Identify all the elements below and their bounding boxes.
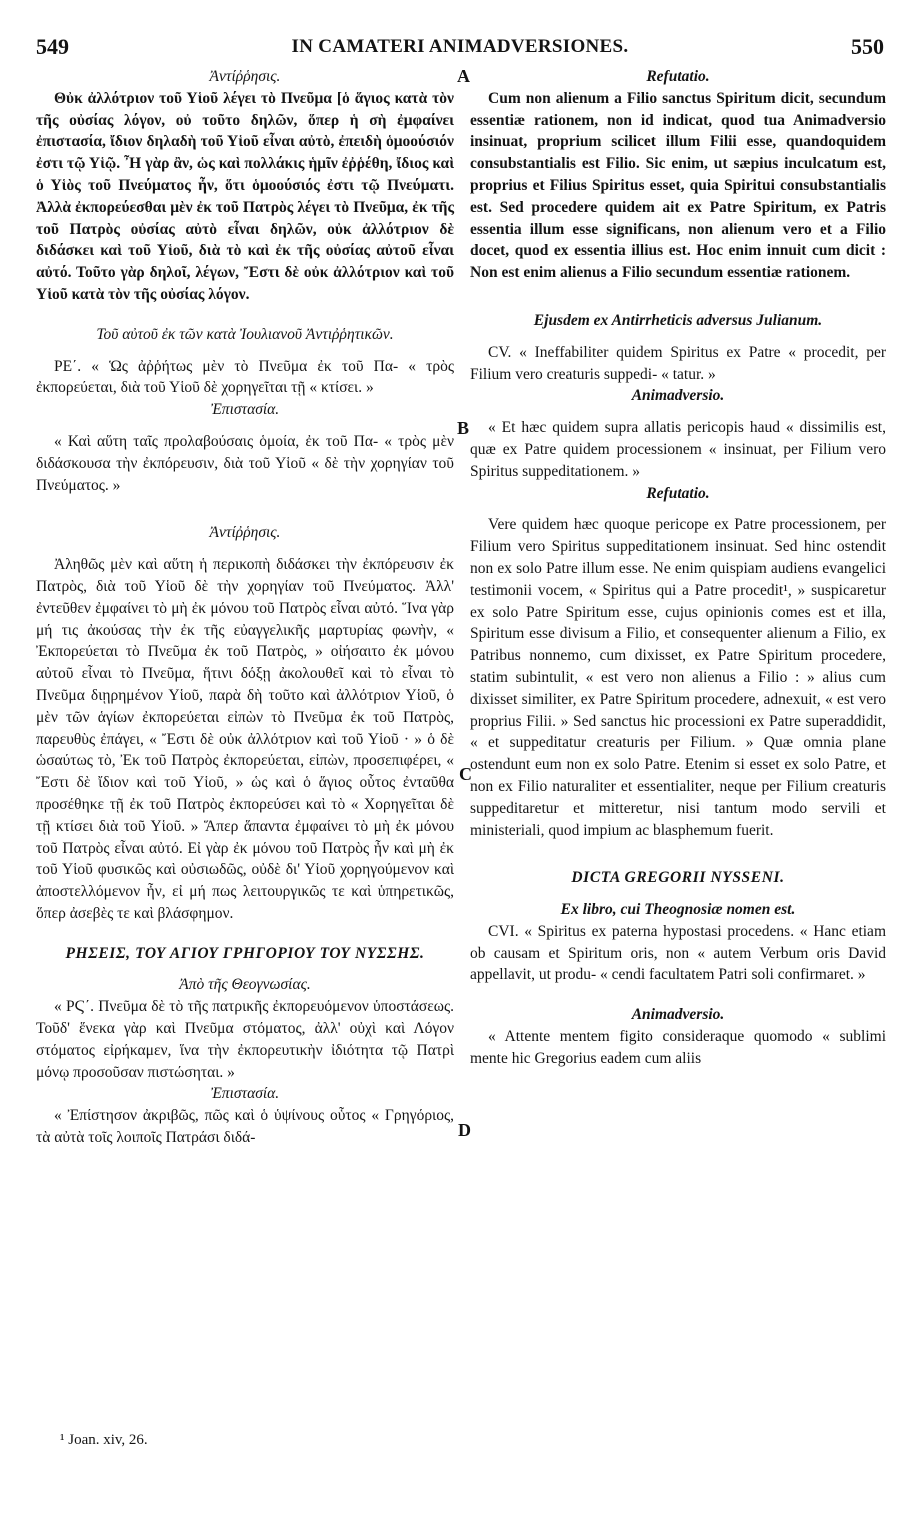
greek-column xyxy=(36,66,454,1149)
latin-quote-106: CVI. « Spiritus ex paterna hypostasi procedens. « Hanc etiam ob causam et Spiritum oris, non « autem Verbum oris David appellavit, ut produ- « cendi facultatem Patri soli confirmaret. » xyxy=(470,922,886,984)
heading-epistasia-1: Ἐπιστασία. xyxy=(210,401,280,419)
heading-refutatio-2: Refutatio. xyxy=(646,484,710,502)
heading-ejusdem: Ejusdem ex Antirrheticis adversus Julianum. xyxy=(533,311,823,329)
greek-animadversion-1: « Καὶ αὕτη ταῖς προλαβούσαις ὁμοία, ἐκ τοῦ Πα- « τρὸς μὲν διδάσκουσα τὴν ἐκπόρευσιν, διὰ τοῦ Υἱοῦ « δὲ τὴν χορηγίαν τοῦ Πνεύματος. » xyxy=(36,432,454,494)
greek-paragraph-2: Ἀληθῶς μὲν καὶ αὕτη ἡ περικοπὴ διδάσκει τὴν ἐκπόρευσιν ἐκ Πατρὸς, διὰ τοῦ Υἱοῦ δὲ τὴν χορηγίαν τοῦ Πνεύματος. Ἀλλ' ἐντεῦθεν ἐμφαίνει τὸ μὴ ἐκ μόνου τοῦ Πατρὸς εἶναι αὐτό. Ἵνα γὰρ μή τις ἀκούσας τὴν ἐκ τῆς εὐαγγελικῆς μαρτυρίας φωνὴν, « Ἐκπορεύεται τὸ Πνεῦμα ἐκ τοῦ Πατρὸς, » οἰήσαιτο ἐκ μόνου αὐτοῦ εἶναι τὸ Πνεῦμα, ἥτινι δόξῃ ἀκολουθεῖ καὶ τὸ εἶναι τὸ Πνεῦμα διῃρημένον Υἱοῦ, παρὰ δὴ τοῦτο καὶ ἀλλότριον Υἱοῦ, ὁ μὲν τῶν ἁγίων ἐκπορεύεται εἰπὼν τὸ Πνεῦμα ἐκ τοῦ Πατρὸς, παρευθὺς ἐπάγει, « Ἔστι δὲ οὐκ ἀλλότριον καὶ τοῦ Υἱοῦ · » ὁ δὲ ὡσαύτως τὸ, Ἐκ τοῦ Πατρὸς ἐκπορεύεται, εἰπὼν, προσεπιφέρει, « Ἔστι δὲ ἴδιον καὶ τοῦ Υἱοῦ, » ὡς καὶ ὁ ἅγιος οὗτος ἐνταῦθα προσέθηκε τῇ ἐκ τοῦ Πατρὸς ἐκπορεύσει καὶ τὸ « Χορηγεῖται δὲ τῇ κτίσει διὰ τοῦ Υἱοῦ. » Ἅπερ ἅπαντα ἐμφαίνει τὸ μὴ ἐκ μόνου τοῦ Πατρὸς εἶναι αὐτό. Εἰ γὰρ ἐκ μόνου τοῦ Πατρὸς ἦν καὶ μὴ ἐκ τοῦ Υἱοῦ φυσικῶς καὶ οὐσιωδῶς, οὐδὲ δι' Υἱοῦ χορηγούμενον καὶ ἀποστελλόμενον ἦν, εἰ μή πως λειτουργικῶς τε καὶ ὑπηρετικῶς, ὅπερ ἀσεβὲς τε καὶ βλάσφημον. xyxy=(36,556,454,922)
running-title: IN CAMATERI ANIMADVERSIONES. xyxy=(291,36,629,57)
heading-animadversio-2: Animadversio. xyxy=(631,1006,725,1024)
page-number-right: 550 xyxy=(851,34,884,59)
footnote: ¹ Joan. xiv, 26. xyxy=(60,1432,148,1448)
latin-paragraph-2: Vere quidem hæc quoque pericope ex Patre processionem, per Filium vero Spiritus suppeditationem insinuat. Sed hinc ostendit non ex solo Patre illum esse. Ne enim quispiam audiens evangelici testimonii vocem, « Spiritus qui a Patre procedit¹, » suspicaretur ex solo Patre Spiritum esse, cujus opinionis comes est et illa, Spiritum esse divisum a Filio, et consequenter alienum a Filio, ex Patribus nonnemo, cum dixisset, ex Patre Spiritum procedere, statim subintulit, « est vero non alienus a Filio : » alius cum dixisset similiter, ex Patre Spiritum procedere, adnexuit, « est vero proprius Filii. » Sed sanctus hic processioni ex Patre superaddidit, « et suppeditatur creaturis per Filium. » Quæ omnia plane ostendunt eum non ex solo Patre. Etenim si esset ex solo Patre, et non ex Filio naturaliter et essentialiter, neque per Filium creaturis suppeditaretur et mitteretur, nisi tantum modo servili et ministeriali, quod impium ac blasphemum fuerit. xyxy=(470,516,886,839)
heading-refutatio-1: Refutatio. xyxy=(646,68,710,85)
heading-epistasia-2: Ἐπιστασία. xyxy=(210,1085,280,1103)
page-number-left: 549 xyxy=(36,34,69,59)
latin-animadversion-1: « Et hæc quidem supra allatis pericopis haud « dissimilis est, quæ ex Patre quidem processionem « insinuat, per Filium vero Spiritus suppeditationem. » xyxy=(470,419,886,480)
running-header xyxy=(36,34,884,64)
latin-quote-105: CV. « Ineffabiliter quidem Spiritus ex Patre « procedit, per Filium vero creaturis suppedi- « tatur. » xyxy=(470,343,886,383)
greek-animadversion-2: « Ἐπίστησον ἀκριβῶς, πῶς καὶ ὁ ὑψίνους οὗτος « Γρηγόριος, τὰ αὐτὰ τοῖς λοιποῖς Πατράσι διδά- xyxy=(36,1107,454,1147)
margin-marker-a: A xyxy=(457,66,470,86)
latin-animadversion-2: « Attente mentem figito consideraque quomodo « sublimi mente hic Gregorius eadem cum aliis xyxy=(470,1028,886,1067)
heading-julian: Τοῦ αὐτοῦ ἐκ τῶν κατὰ Ἰουλιανοῦ Ἀντιῤῥητικῶν. xyxy=(96,325,394,343)
heading-theognosia: Ἀπὸ τῆς Θεογνωσίας. xyxy=(179,976,311,994)
heading-antirrhesis-2: Ἀντίῤῥησις. xyxy=(209,524,281,542)
margin-marker-d: D xyxy=(458,1120,471,1140)
greek-quote-105: ΡΕ΄. « Ὡς ἀῤῥήτως μὲν τὸ Πνεῦμα ἐκ τοῦ Πα- « τρὸς ἐκπορεύεται, διὰ τοῦ Υἱοῦ δὲ χορηγεῖται τῇ « κτίσει. » xyxy=(36,357,454,397)
latin-column xyxy=(470,66,886,1070)
greek-paragraph-1: Θὐκ ἀλλότριον τοῦ Υἱοῦ λέγει τὸ Πνεῦμα [ὁ ἅγιος κατὰ τὸν τῆς οὐσίας λόγον, οὐ τοῦτο δηλῶν, ὅπερ ἡ σὴ ἐμφαίνει ἐπιστασία, ἴδιον δηλαδὴ τοῦ Υἱοῦ εἶναι αὐτὸ, ἐπειδὴ ὁμοούσιόν ἐστι τῷ Υἱῷ. Ἦ γὰρ ἂν, ὡς καὶ πολλάκις ἡμῖν ἐῤῥέθη, ἴδιος καὶ ὁ Υἱὸς τοῦ Πνεύματος ἦν, ὅτι ὁμοούσιός ἐστι τῷ Πνεύματι. Ἀλλὰ ἐκπορεύεσθαι μὲν ἐκ τοῦ Πατρὸς λέγει τὸ Πνεῦμα, ἐκ τῆς τοῦ Πατρὸς οὐσίας αὐτὸ εἶναι δηλῶν, οὐκ ἀλλότριον δὲ διδάσκει καὶ τοῦ Υἱοῦ, διὰ τὸ καὶ ἐκ τῆς οὐσίας αὐτοῦ εἶναι αὐτό. Τοῦτο γὰρ δηλοῖ, λέγων, Ἔστι δὲ οὐκ ἀλλότριον καὶ τοῦ Υἱοῦ κατὰ τὸν τῆς οὐσίας λόγον. xyxy=(36,89,454,303)
latin-paragraph-1: Cum non alienum a Filio sanctus Spiritum dicit, secundum essentiæ rationem, non id indicat, quod tua Animadversio insinuat, proprium scilicet illum Filii esse, quandoquidem consubstantialis est Filio. Sic enim, ut sæpius inculcatum est, proprius et Filius Spiritus esset, quia Spiritui consubstantialis est. Sed procedere quidem ait ex Patre Spiritum, ex Patris essentia illum esse significans, non alienum vero et a Filio docet, quod ex essentia illius est. Hoc enim innuit cum dicit : Non est enim alienus a Filio secundum essentiæ rationem. xyxy=(470,89,886,282)
heading-animadversio-1: Animadversio. xyxy=(631,387,725,405)
heading-dicta-gregorii: DICTA GREGORII NYSSENI. xyxy=(571,869,785,887)
margin-marker-c: C xyxy=(459,764,472,784)
heading-antirrhesis-1: Ἀντίῤῥησις. xyxy=(209,68,281,85)
heading-gregory-nyssa: ΡΗΣΕΙΣ, ΤΟΥ ΑΓΙΟΥ ΓΡΗΓΟΡΙΟΥ ΤΟΥ ΝΥΣΣΗΣ. xyxy=(65,944,425,962)
heading-ex-libro: Ex libro, cui Theognosiæ nomen est. xyxy=(560,901,796,919)
greek-quote-106: « ΡϚ΄. Πνεῦμα δὲ τὸ τῆς πατρικῆς ἐκπορευόμενον ὑποστάσεως. Τοῦδ' ἕνεκα γὰρ καὶ Πνεῦμα στόματος, ἀλλ' οὐχὶ καὶ Λόγον στόματος εἰρήκαμεν, ἵνα τὴν ἐκπορευτικὴν ἰδιότητα τῷ Πατρὶ μόνῳ προσοῦσαν πιστώσηται. » xyxy=(36,998,454,1081)
margin-marker-b: B xyxy=(457,418,470,438)
